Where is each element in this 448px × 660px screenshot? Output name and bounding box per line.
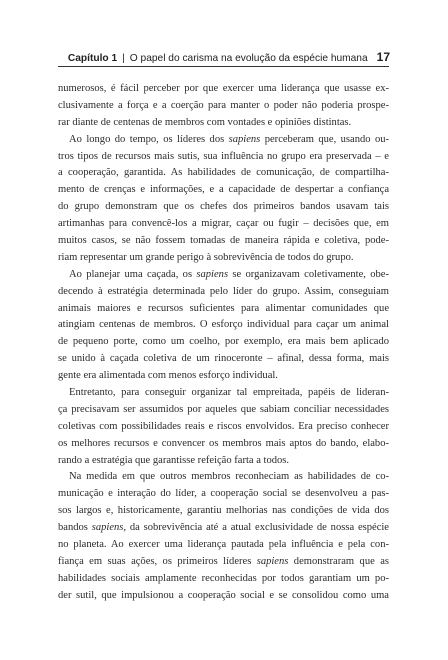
text-line — [58, 469, 389, 486]
chapter-label: Capítulo 1 — [67, 53, 118, 64]
chapter-title: O papel do carisma na evolução da espécie humana — [129, 53, 368, 64]
text-run: clusivamente a força e a coerção para manter o poder não poderia prospe- — [58, 99, 389, 111]
text-line — [58, 301, 389, 318]
text-line — [58, 250, 389, 267]
body-text — [58, 81, 389, 605]
text-run: bandos — [58, 522, 92, 534]
text-line — [58, 368, 389, 385]
text-run: municação e interação do líder, a cooperação social se desenvolveu a pas- — [58, 488, 389, 500]
italic-term: sapiens — [91, 522, 124, 534]
text-run: riam representar um grande perigo à sobrevivência de todos do grupo. — [58, 251, 354, 263]
paragraph — [58, 81, 389, 132]
text-run: Ao planejar uma caçada, os — [69, 268, 197, 280]
text-run: fiança em suas ações, os primeiros líderes — [58, 555, 257, 567]
text-line — [58, 81, 389, 98]
text-run: tros tipos de recursos mais sutis, sua influência no grupo era preservada – e — [58, 150, 389, 162]
italic-term: sapiens — [228, 133, 261, 145]
text-run: gente era alimentada com menos esforço individual. — [58, 370, 278, 382]
text-run: no planeta. Ao exercer uma liderança pautada pela influência e pela con- — [58, 539, 389, 551]
text-run: do grupo demonstram que os chefes dos primeiros bandos usavam tais — [58, 201, 389, 213]
italic-term: sapiens — [256, 555, 289, 567]
text-line — [58, 165, 389, 182]
text-run: , da sobrevivência até a atual exclusividade de nossa espécie — [123, 522, 389, 534]
text-run: mento de crenças e informações, e a capacidade de despertar a confiança — [58, 184, 389, 196]
text-line — [58, 149, 389, 166]
page-number: 17 — [376, 50, 390, 64]
text-run: atingiam centenas de membros. O esforço individual para caçar um animal — [58, 319, 389, 331]
text-run: os melhores recursos e convencer os membros mais aptos do bando, elabo- — [58, 437, 389, 449]
text-run: animais maiores e recursos suficientes para alimentar comunidades que — [58, 302, 389, 314]
text-line — [58, 554, 389, 571]
text-line — [58, 520, 389, 537]
paragraph — [58, 385, 389, 469]
text-run: rando a estratégia que garantisse refeição farta a todos. — [58, 454, 290, 466]
text-run: se organizavam coletivamente, obe- — [228, 268, 389, 280]
text-line — [58, 132, 389, 149]
text-line — [58, 537, 389, 554]
text-run: se unido à caçada coletiva de um rinoceronte – afinal, dessa forma, mais — [58, 353, 389, 365]
text-run: a cooperação, garantida. As habilidades de comunicação, de compartilha- — [58, 167, 389, 179]
text-line — [58, 216, 389, 233]
text-line — [58, 334, 389, 351]
text-line — [58, 486, 389, 503]
text-line — [58, 317, 389, 334]
paragraph — [58, 267, 389, 385]
text-run: numerosos, é fácil perceber por que exercer uma liderança que usasse ex- — [58, 83, 389, 94]
text-run: Na medida em que outros membros reconheciam as habilidades de co- — [69, 471, 389, 483]
text-run: ça precisavam ser assumidos por aqueles que sabiam conciliar necessidades — [58, 403, 389, 415]
text-run: Ao longo do tempo, os líderes dos — [69, 133, 229, 145]
text-line — [58, 98, 389, 115]
text-line — [58, 385, 389, 402]
text-run: artimanhas para convencê-los a migrar, caçar ou fugir – decisões que, em — [58, 218, 389, 230]
text-run: rar diante de centenas de membros com vontades e opiniões distintas. — [58, 116, 352, 128]
paragraph — [58, 132, 389, 267]
text-run: habilidades sociais amplamente reconhecidas por todos garantiam um po- — [58, 572, 389, 584]
text-run: perceberam que, usando ou- — [260, 133, 389, 145]
text-line — [58, 402, 389, 419]
header-rule — [58, 66, 389, 67]
italic-term: sapiens — [196, 268, 229, 280]
paragraph — [58, 469, 389, 604]
text-run: de pequeno porte, como um coelho, por exemplo, era mais bem aplicado — [58, 336, 389, 348]
text-line — [58, 182, 389, 199]
text-run: der sutil, que impulsionou a cooperação social e se consolidou como uma — [58, 589, 389, 601]
text-line — [58, 419, 389, 436]
text-run: Entretanto, para conseguir organizar tal empreitada, papéis de lideran- — [69, 387, 389, 399]
text-run: demonstraram que as — [288, 555, 389, 567]
text-line — [58, 267, 389, 284]
running-header — [58, 46, 390, 64]
header-separator: | — [122, 53, 125, 64]
text-run: decendo à estratégia determinada pelo líder do grupo. Assim, conseguiam — [58, 285, 389, 297]
text-line — [58, 571, 389, 588]
text-line — [58, 233, 389, 250]
text-line — [58, 588, 389, 605]
text-line — [58, 115, 389, 132]
text-run: coletivas com possibilidades reais e riscos envolvidos. Era preciso conhecer — [58, 420, 389, 432]
text-line — [58, 436, 389, 453]
text-line — [58, 199, 389, 216]
text-line — [58, 351, 389, 368]
text-run: sos largos e, historicamente, garantiu melhorias nas condições de vida dos — [58, 505, 389, 517]
text-line — [58, 284, 389, 301]
text-line — [58, 503, 389, 520]
text-line — [58, 453, 389, 470]
text-run: muitos casos, se não fossem tomadas de maneira rápida e coletiva, pode- — [58, 235, 389, 247]
